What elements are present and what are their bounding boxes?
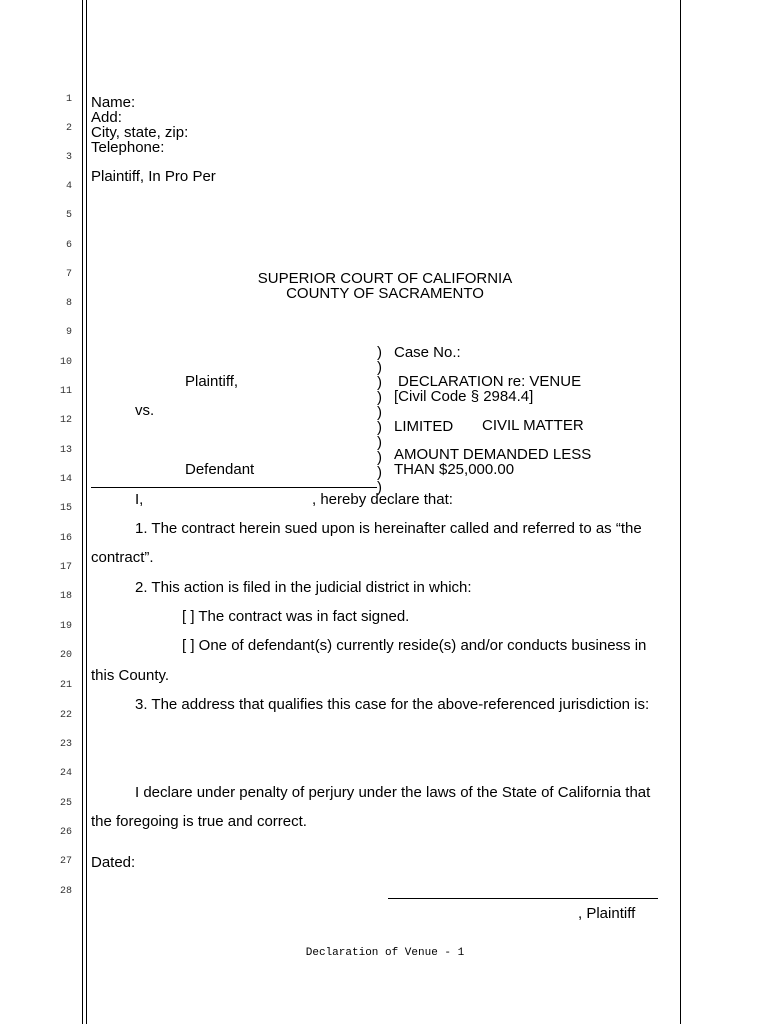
line-number: 8	[65, 298, 72, 309]
paragraph-1-line-1: 1. The contract herein sued upon is hereinafter called and referred to as “the	[135, 520, 642, 537]
line-number: 24	[59, 768, 72, 779]
venue-option-signed: [ ] The contract was in fact signed.	[182, 608, 410, 625]
caption-paren: )	[377, 359, 382, 376]
line-number: 27	[59, 856, 72, 867]
paragraph-2: 2. This action is filed in the judicial district in which:	[135, 579, 472, 596]
line-number: 21	[59, 680, 72, 691]
caption-underline	[91, 487, 377, 488]
line-number: 20	[59, 650, 72, 661]
name-label: Name:	[91, 94, 136, 111]
amount-demanded-line2: THAN $25,000.00	[394, 461, 515, 478]
line-number: 18	[59, 591, 72, 602]
line-number: 16	[59, 533, 72, 544]
limited-label: LIMITED	[394, 418, 454, 435]
hereby-declare-text: , hereby declare that:	[312, 491, 453, 508]
versus-label: vs.	[135, 402, 155, 419]
civil-matter-label: CIVIL MATTER	[482, 417, 584, 434]
line-number: 15	[59, 503, 72, 514]
venue-option-resides: [ ] One of defendant(s) currently reside(s) and/or conducts business in	[182, 637, 647, 654]
line-number: 5	[65, 210, 72, 221]
dated-label: Dated:	[91, 854, 136, 871]
page-footer: Declaration of Venue - 1	[305, 947, 465, 959]
caption-paren: )	[377, 344, 382, 361]
plaintiff-pro-per: Plaintiff, In Pro Per	[91, 168, 216, 185]
line-number: 11	[59, 386, 72, 397]
court-name: SUPERIOR COURT OF CALIFORNIA	[257, 270, 513, 287]
line-number: 19	[59, 621, 72, 632]
line-number: 4	[65, 181, 72, 192]
line-number: 7	[65, 269, 72, 280]
plaintiff-signature-label: , Plaintiff	[578, 905, 636, 922]
line-number: 14	[59, 474, 72, 485]
perjury-statement-line-1: I declare under penalty of perjury under the laws of the State of California that	[135, 784, 651, 801]
left-margin-line-outer	[82, 0, 83, 1024]
case-number-label: Case No.:	[394, 344, 461, 361]
line-number: 10	[59, 357, 72, 368]
line-number: 12	[59, 415, 72, 426]
line-number: 2	[65, 123, 72, 134]
line-number: 23	[59, 739, 72, 750]
civil-code-reference: [Civil Code § 2984.4]	[394, 388, 534, 405]
line-number: 28	[59, 886, 72, 897]
defendant-caption-label: Defendant	[185, 461, 255, 478]
telephone-label: Telephone:	[91, 139, 165, 156]
line-number: 26	[59, 827, 72, 838]
declarant-i: I,	[135, 491, 144, 508]
line-number: 25	[59, 798, 72, 809]
paragraph-1-line-2: contract”.	[91, 549, 154, 566]
caption-paren: )	[377, 479, 382, 496]
caption-paren: )	[377, 449, 382, 466]
caption-paren: )	[377, 434, 382, 451]
caption-paren: )	[377, 404, 382, 421]
line-number: 6	[65, 240, 72, 251]
line-number: 1	[65, 94, 72, 105]
line-number: 17	[59, 562, 72, 573]
right-margin-line	[680, 0, 681, 1024]
line-number: 22	[59, 710, 72, 721]
line-number: 3	[65, 152, 72, 163]
caption-paren: )	[377, 419, 382, 436]
venue-option-resides-cont: this County.	[91, 667, 170, 684]
plaintiff-caption-label: Plaintiff,	[185, 373, 239, 390]
address-label: Add:	[91, 109, 122, 126]
caption-paren: )	[377, 464, 382, 481]
court-county: COUNTY OF SACRAMENTO	[286, 285, 484, 302]
amount-demanded-line1: AMOUNT DEMANDED LESS	[394, 446, 592, 463]
perjury-statement-line-2: the foregoing is true and correct.	[91, 813, 307, 830]
city-state-zip-label: City, state, zip:	[91, 124, 189, 141]
left-margin-line-inner	[86, 0, 87, 1024]
caption-paren: )	[377, 389, 382, 406]
paragraph-3: 3. The address that qualifies this case for the above-referenced jurisdiction is:	[135, 696, 650, 713]
document-title: DECLARATION re: VENUE	[398, 373, 582, 390]
caption-paren: )	[377, 374, 382, 391]
signature-line	[388, 898, 658, 899]
line-number: 9	[65, 327, 72, 338]
line-number: 13	[59, 445, 72, 456]
